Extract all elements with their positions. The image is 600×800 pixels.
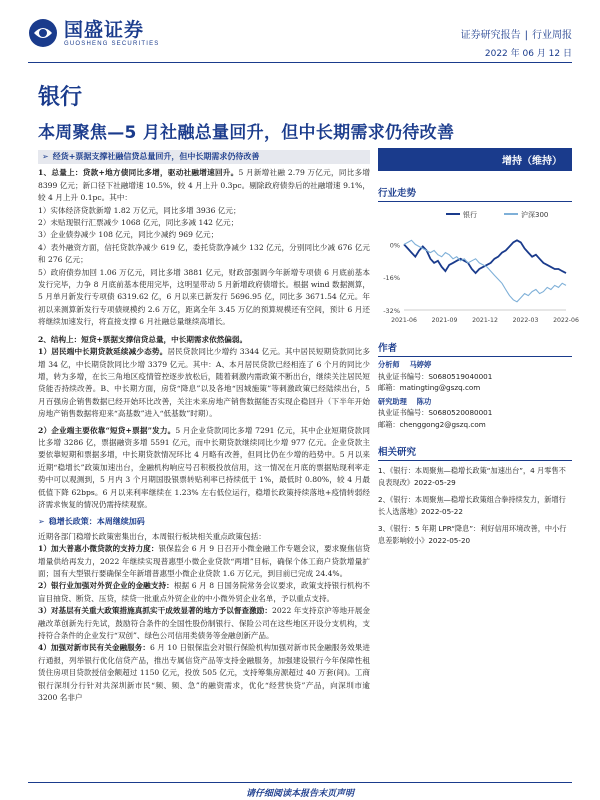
trend-heading: 行业走势	[378, 185, 572, 202]
paragraph: 1）居民端中长期贷款延续减少态势。居民贷款同比少增约 3344 亿元。其中居民短期贷款同比多增 34 亿，中长期贷款同比少增 3379 亿元。其中：A、本月居民贷款已经相连了 6 个月的同比少增，转为多增，在长三角地区疫情管控逐步放松后，随着刺激内需政策不断出台，继续关注居民短贷能否持续改善。B、中长期方面，房贷“降息”以及各地“因城施策”等刺激政策已经陆续出台，5 月百强房企销售数据已经开始环比改善，关注未来房地产销售数据能否实现企稳回升（下半年开始房地产销售数据将迎来“高基数”进入“低基数”时期）。	[38, 347, 370, 419]
x-tick-label: 2022-06	[553, 317, 579, 324]
related-report-link[interactable]: 2、《银行：本周聚焦—稳增长政策组合拳持续发力，新增行长人选落地》2022-05-22	[378, 495, 566, 516]
series-line	[404, 240, 566, 301]
x-tick-label: 2021-09	[431, 317, 458, 324]
analyst-name: 马婷婷	[409, 360, 432, 369]
x-tick-label: 2021-12	[472, 317, 498, 324]
chevron-right-icon: ➢	[38, 517, 45, 527]
report-type: 证券研究报告	[460, 30, 521, 41]
legend-label: 沪深300	[521, 211, 549, 219]
analyst-email[interactable]: 邮箱：matingting@gszq.com	[378, 383, 481, 392]
analyst-email[interactable]: 邮箱：chenggong2@gszq.com	[378, 419, 486, 429]
series-line	[404, 240, 566, 273]
list-item: 2）未贴现银行汇票减少 1068 亿元，同比多减 142 亿元；	[38, 218, 239, 228]
paragraph: 近期各部门稳增长政策密集出台，本周银行板块相关重点政策包括：	[38, 531, 266, 541]
x-tick-label: 2021-06	[391, 317, 417, 324]
list-item: 3）对基层有关重大政策措施真抓实干成效显著的地方予以督查激励：2022 年支持京沪等地开展金融改革创新先行先试，鼓励符合条件的全国性股份制银行、保险公司在这些地区开设分支机构，支持符合条件的企业发行“双创”、绿色公司信用类债务等金融创新产品。	[38, 606, 370, 641]
main-content	[38, 148, 370, 704]
logo-icon	[28, 18, 58, 48]
related-report-link[interactable]: 3、《银行：5 年期 LPR“降息”：利好信用环境改善，中小行息差影响较小》2022-05-20	[378, 524, 567, 545]
company-logo	[28, 18, 159, 48]
header-separator: |	[524, 30, 528, 41]
analyst-block	[378, 359, 572, 430]
y-tick-label: 0%	[389, 241, 400, 250]
footer-divider	[28, 782, 572, 783]
list-item: 1）加大普惠小微贷款的支持力度：银保监会 6 月 9 日召开小微金融工作专题会议，要求聚焦信贷增量供给再发力，2022 年继续实现普惠型小微企业贷款“两增”目标，确保个体工商户贷款增量扩面；国有大型银行要确保全年新增普惠型小微企业贷款 1.6 万亿元，到目前已完成 24.4%。	[38, 544, 370, 578]
list-item: 2）银行业加强对外贸企业的金融支持：根据 6 月 8 日国务院常务会议要求，政策支持银行机构不盲目抽贷、断贷、压贷，续贷一批重点外贸企业的中小微外贸企业名单，予以重点支持。	[38, 581, 370, 603]
analyst-cert: 执业证书编号：S0680520080001	[378, 408, 493, 417]
x-tick-label: 2022-03	[512, 317, 539, 324]
industry-name: 银行	[38, 85, 83, 110]
report-category: 行业周报	[532, 30, 572, 41]
related-report-link[interactable]: 1、《银行：本周聚焦—稳增长政策“加速出台”，4 月零售不良表现改》2022-05-29	[378, 466, 566, 487]
sidebar	[378, 148, 579, 552]
rating-badge: 增持（维持）	[378, 148, 572, 171]
list-item: 4）表外融资方面，信托贷款净减少 619 亿，委托贷款净减少 132 亿元，分别同比少减 676 亿元和 276 亿元；	[38, 242, 370, 265]
chevron-right-icon: ➢	[42, 152, 49, 161]
section-heading-1: ➢ 经货+票据支撑社融信贷总量回升，但中长期需求仍待改善	[38, 150, 370, 164]
footer-disclaimer: 请仔细阅读本报告末页声明	[245, 789, 354, 799]
header-divider	[28, 62, 572, 63]
list-item: 3）企业债券减少 108 亿元，同比少减约 969 亿元；	[38, 230, 219, 240]
report-title: 本周聚焦—5 月社融总量回升，但中长期需求仍待改善	[38, 123, 455, 143]
section-subheading: 2、结构上：短贷+票据支撑信贷总量，中长期需求依然偏弱。	[38, 334, 248, 344]
analyst-role: 分析师	[378, 360, 400, 369]
section-heading-3: ➢ 稳增长政策：本周继续加码	[38, 516, 370, 528]
y-tick-label: -32%	[383, 307, 400, 315]
logo-english: GUOSHENG SECURITIES	[64, 41, 160, 47]
logo-chinese: 国盛证券	[64, 19, 145, 41]
paragraph: 1、总量上：贷款+地方债同比多增，驱动社融增速回升。5 月新增社融 2.79 万亿元，同比多增 8399 亿元；新口径下社融增速 10.5%，较 4 月上升 0.3pc。剔除政府债券后的社融增速 9.1%，较 4 月上升 0.1pc。其中：	[38, 168, 370, 203]
trend-chart-svg	[378, 206, 579, 326]
list-item: 1）实体经济贷款新增 1.82 万亿元，同比多增 3936 亿元；	[38, 205, 241, 215]
y-tick-label: -16%	[383, 274, 400, 283]
analyst-name: 陈功	[416, 396, 432, 406]
analysts-heading: 作者	[378, 340, 572, 357]
report-type-line	[461, 26, 572, 41]
paragraph: 2）企业端主要依靠“短贷+票据”发力。5 月企业贷款同比多增 7291 亿元，其中企业短期贷款同比多增 3286 亿，票据融资多增 5591 亿元，而中长期贷款继续同比少增 977 亿元。企业贷款主要依靠短期和票据多增，中长期贷款情况环比 4 月略有改善，但同比仍在少增的趋势中。5 月以来近期“稳增长”政策加速出台，金融机构响应号召积极投放信用，这一情况在月底的票据贴现利率走势中可以观测到，5 月内 3 个月期国股银票转贴利率已持续低于 1%，最低时 0.80%，较 4 月最低值下降 62bps。6 月以来利率继续在 1.23% 左右低位运行，稳增长政策持续落地+疫情转弱经济需求恢复的情况仍需持续观察。	[38, 425, 370, 509]
trend-chart	[378, 206, 579, 326]
list-item: 4）加强对新市民有关金融服务：6 月 10 日银保监会对银行保险机构加强对新市民金融服务效果进行通报，列举银行优化信贷产品，推出专属信贷产品等支持金融服务，加强建设银行今年保障性租赁住房项目贷款授信金额超过 1150 亿元，投放 505 亿元，支持筹集房源超过 40 万套(间)。工商银行深圳分行针对共深圳新市民“频、频、急”的融资需求，优化“经营快贷”产品，向深圳市逾 3200 名非户	[38, 643, 370, 703]
legend-label: 银行	[463, 211, 477, 219]
related-heading: 相关研究	[378, 444, 572, 461]
analyst-cert: 执业证书编号：S0680519040001	[378, 371, 493, 381]
analyst-role: 研究助理	[378, 396, 407, 406]
list-item: 5）政府债券加回 1.06 万亿元，同比多增 3881 亿元，财政部强调今年新增专项债 6 月底前基本发行完毕，力争 8 月底前基本使用完毕，这明显带动 5 月新增政府债增长。根据 wind 数据测算，5 月单月新发行专项债 6319.62 亿，6 月以来已新发行 5696.95 亿，同比多 3671.54 亿元。年初以来测算新发行专项债规模约 2.6 万亿，距离全年 3.45 万亿的预算规模还有空间，预计 6 月还将继续加速发行，将直接支撑 6 月社融总量继续高增长。	[38, 267, 370, 327]
report-date: 2022 年 06 月 12 日	[484, 49, 572, 59]
related-list	[378, 465, 572, 546]
